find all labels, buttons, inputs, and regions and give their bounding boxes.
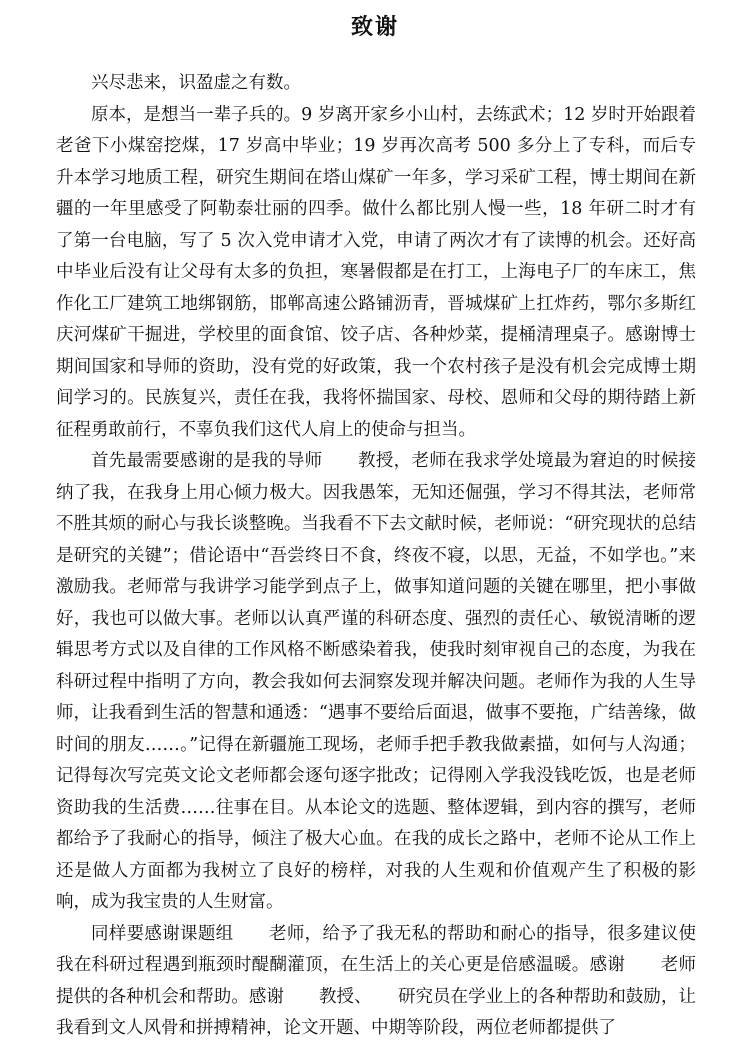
paragraph: 兴尽悲来，识盈虚之有数。 (91, 73, 301, 93)
paragraph: 同样要感谢课题组 老师，给予了我无私的帮助和耐心的指导，很多建议使我在科研过程遇到瓶颈时醍醐灌顶，在生活上的关心更是倍感温暖。感谢 老师提供的各种机会和帮助。感谢 教授、 研究员在学业上的各种帮助和鼓励，让我看到文人风骨和拼搏精神，论文开题、中期等阶段，两位老师都提供了 (56, 923, 696, 1038)
document-body (56, 68, 696, 1045)
page-title: 致谢 (350, 15, 399, 40)
paragraph: 首先最需要感谢的是我的导师 教授，老师在我求学处境最为窘迫的时候接纳了我，在我身上用心倾力极大。因我愚笨，无知还倔强，学习不得其法，老师常不胜其烦的耐心与我长谈整晚。当我看不下去文献时候，老师说：“研究现状的总结是研究的关键”；借论语中“吾尝终日不食，终夜不寝，以思，无益，不如学也。”来激励我。老师常与我讲学习能学到点子上，做事知道问题的关键在哪里，把小事做好，我也可以做大事。老师以认真严谨的科研态度、强烈的责任心、敏锐清晰的逻辑思考方式以及自律的工作风格不断感染着我，使我时刻审视自己的态度，为我在科研过程中指明了方向，教会我如何去洞察发现并解决问题。老师作为我的人生导师，让我看到生活的智慧和通透：“遇事不要给后面退，做事不要拖，广结善缘，做时间的朋友……。”记得在新疆施工现场，老师手把手教我做素描，如何与人沟通；记得每次写完英文论文老师都会逐句逐字批改；记得刚入学我没钱吃饭，也是老师资助我的生活费……往事在目。从本论文的选题、整体逻辑，到内容的撰写，老师都给予了我耐心的指导，倾注了极大心血。在我的成长之路中，老师不论从工作上还是做人方面都为我树立了良好的榜样，对我的人生观和价值观产生了积极的影响，成为我宝贵的人生财富。 (56, 451, 696, 912)
paragraph: 原本，是想当一辈子兵的。9 岁离开家乡小山村，去练武术；12 岁时开始跟着老爸下小煤窑挖煤，17 岁高中毕业；19 岁再次高考 500 多分上了专科，而后专升本学习地质工程，研究生期间在塔山煤矿一年多，学习采矿工程，博士期间在新疆的一年里感受了阿勒泰壮丽的四季。做什么都比别人慢一些，18 年研二时才有了第一台电脑，写了 5 次入党申请才入党，申请了两次才有了读博的机会。还好高中毕业后没有让父母有太多的负担，寒暑假都是在打工，上海电子厂的车床工，焦作化工厂建筑工地绑钢筋，邯郸高速公路铺沥青，晋城煤矿上扛炸药，鄂尔多斯红庆河煤矿干掘进，学校里的面食馆、饺子店、各种炒菜，提桶清理桌子。感谢博士期间国家和导师的资助，没有党的好政策，我一个农村孩子是没有机会完成博士期间学习的。民族复兴，责任在我，我将怀揣国家、母校、恩师和父母的期待踏上新征程勇敢前行，不辜负我们这代人肩上的使命与担当。 (56, 104, 696, 440)
